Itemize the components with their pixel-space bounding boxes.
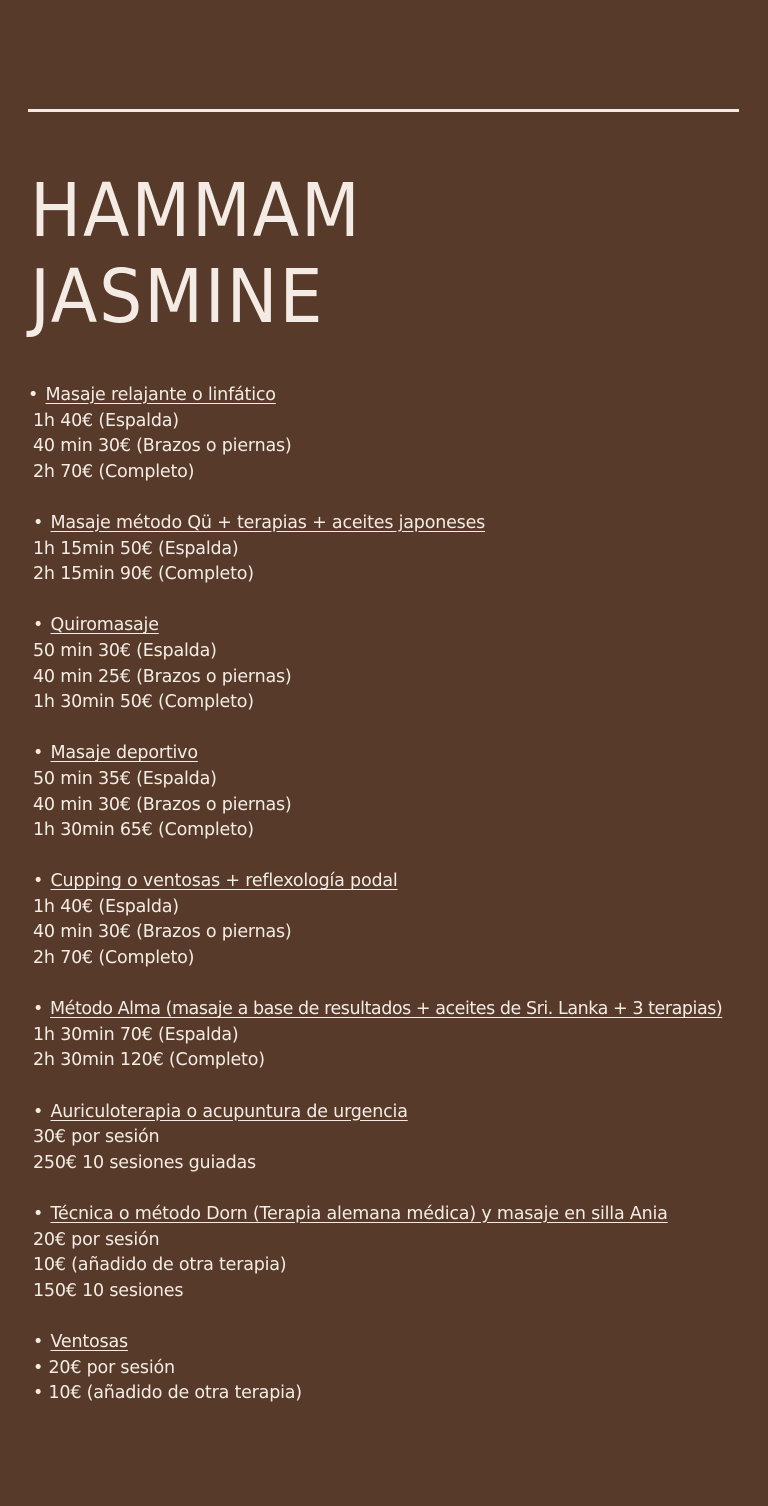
- price-line: 1h 15min 50€ (Espalda): [33, 538, 239, 559]
- bullet: •: [33, 1204, 44, 1224]
- price-line: 2h 70€ (Completo): [33, 948, 195, 969]
- service-name: Masaje relajante o linfático: [45, 385, 276, 405]
- service-item: [28, 1202, 758, 1304]
- service-name: Quiromasaje: [50, 615, 159, 636]
- service-name: Cupping o ventosas + reflexología podal: [50, 871, 398, 892]
- bullet: •: [33, 1331, 44, 1352]
- price-line: 1h 40€ (Espalda): [33, 410, 179, 431]
- service-item: [28, 997, 758, 1074]
- service-heading: [28, 613, 758, 639]
- price-line: 30€ por sesión: [33, 1127, 160, 1148]
- service-heading: [28, 511, 758, 537]
- bullet: •: [33, 1101, 44, 1122]
- service-item: [28, 613, 758, 715]
- price-line: 1h 30min 65€ (Completo): [33, 820, 254, 841]
- price-line: 1h 30min 70€ (Espalda): [33, 1024, 239, 1045]
- price-line: 1h 40€ (Espalda): [33, 896, 179, 917]
- price-line: 2h 15min 90€ (Completo): [33, 564, 254, 585]
- service-name: Masaje deportivo: [50, 743, 198, 764]
- bullet: •: [33, 615, 44, 636]
- price-line: 1h 30min 50€ (Completo): [33, 692, 254, 713]
- service-name: Ventosas: [50, 1331, 128, 1352]
- bullet: •: [33, 999, 43, 1020]
- price-line: 250€ 10 sesiones guiadas: [33, 1152, 256, 1173]
- service-heading: [28, 1330, 758, 1356]
- price-line: 2h 30min 120€ (Completo): [33, 1050, 265, 1071]
- price-line: 10€ (añadido de otra terapia): [33, 1255, 287, 1276]
- bullet: •: [33, 871, 44, 892]
- price-line: 150€ 10 sesiones: [33, 1280, 184, 1301]
- service-heading: [28, 1100, 758, 1126]
- service-item: [28, 1330, 758, 1407]
- title-line-1: HAMMAM: [30, 168, 362, 254]
- price-line: 20€ por sesión: [33, 1229, 160, 1250]
- service-name: Masaje método Qü + terapias + aceites japoneses: [50, 512, 486, 533]
- bullet: •: [28, 385, 39, 405]
- service-name: Método Alma (masaje a base de resultados + aceites de Sri. Lanka + 3 terapias): [50, 999, 723, 1020]
- bullet: •: [33, 512, 44, 533]
- service-item: [28, 741, 758, 843]
- price-line: 40 min 30€ (Brazos o piernas): [33, 436, 292, 457]
- service-name: Auriculoterapia o acupuntura de urgencia: [50, 1101, 408, 1122]
- price-line: 40 min 30€ (Brazos o piernas): [33, 922, 292, 943]
- bullet: •: [33, 743, 44, 764]
- page-title: [30, 168, 362, 340]
- price-line: 50 min 30€ (Espalda): [33, 640, 217, 661]
- service-item: [28, 869, 758, 971]
- service-heading: [28, 997, 758, 1023]
- title-line-2: JASMINE: [30, 254, 325, 340]
- service-heading: [28, 741, 758, 767]
- price-line: • 10€ (añadido de otra terapia): [33, 1383, 302, 1404]
- service-item: [28, 383, 758, 485]
- service-heading: [28, 383, 758, 409]
- service-item: [28, 1100, 758, 1177]
- service-heading: [28, 869, 758, 895]
- service-heading: [28, 1202, 758, 1228]
- price-line: 40 min 30€ (Brazos o piernas): [33, 794, 292, 815]
- service-name: Técnica o método Dorn (Terapia alemana médica) y masaje en silla Ania: [50, 1204, 668, 1224]
- service-item: [28, 511, 758, 588]
- price-line: 2h 70€ (Completo): [33, 461, 195, 482]
- price-line: 50 min 35€ (Espalda): [33, 768, 217, 789]
- price-line: 40 min 25€ (Brazos o piernas): [33, 666, 292, 687]
- top-divider: [28, 109, 739, 112]
- price-line: • 20€ por sesión: [33, 1357, 175, 1378]
- service-list: [28, 383, 758, 1432]
